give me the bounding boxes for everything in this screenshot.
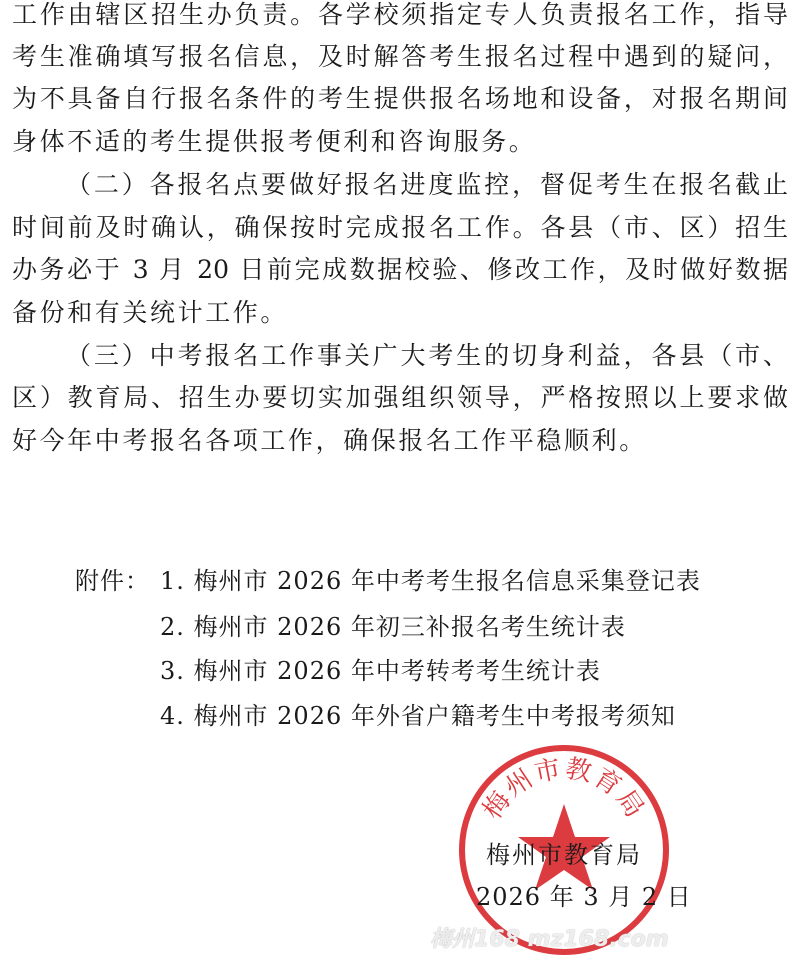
- attachment-item: 4. 梅州市 2026 年外省户籍考生中考报考须知: [160, 702, 676, 730]
- attachments-label: 附件：: [75, 567, 150, 595]
- signature-organization: 梅州市教育局: [486, 841, 642, 869]
- attachment-item: 3. 梅州市 2026 年中考转考考生统计表: [160, 657, 601, 685]
- attachment-item: 1. 梅州市 2026 年中考考生报名信息采集登记表: [160, 567, 701, 595]
- paragraph-2-start: （二）各报名点要做好报名进度监控，督促考生在报名截止: [66, 170, 788, 199]
- body-line: 身体不适的考生提供报考便利和咨询服务。: [12, 127, 537, 156]
- body-line: 为不具备自行报名条件的考生提供报名场地和设备，对报名期间: [12, 84, 788, 113]
- body-line: 好今年中考报名各项工作，确保报名工作平稳顺利。: [12, 426, 647, 455]
- paragraph-3-start: （三）中考报名工作事关广大考生的切身利益，各县（市、: [66, 341, 788, 370]
- watermark: 梅州168 mz168.com: [430, 927, 669, 952]
- attachment-item: 2. 梅州市 2026 年初三补报名考生统计表: [160, 613, 626, 641]
- body-line: 考生准确填写报名信息，及时解答考生报名过程中遇到的疑问，: [12, 42, 788, 71]
- seal-text: 梅州市教育局: [477, 753, 651, 825]
- body-line: 备份和有关统计工作。: [12, 298, 289, 327]
- signature-date: 2026 年 3 月 2 日: [476, 883, 692, 911]
- body-line: 工作由辖区招生办负责。各学校须指定专人负责报名工作，指导: [12, 0, 788, 29]
- body-line: 区）教育局、招生办要切实加强组织领导，严格按照以上要求做: [12, 383, 788, 412]
- body-line: 办务必于 3 月 20 日前完成数据校验、修改工作，及时做好数据: [12, 255, 788, 284]
- body-line: 时间前及时确认，确保按时完成报名工作。各县（市、区）招生: [12, 213, 788, 242]
